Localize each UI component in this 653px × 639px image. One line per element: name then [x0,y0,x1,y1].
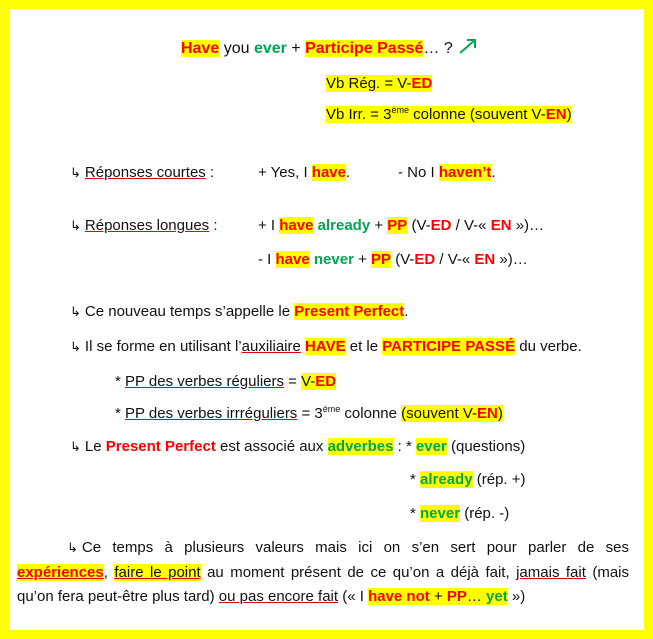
page-title: Have you ever + Participe Passé… ? [181,37,479,59]
hand-arrow-icon: ↳ [70,340,81,355]
long-answers-row: ↳ Réponses longues : [70,217,218,234]
closing-paragraph: ↳ Ce temps à plusieurs valeurs mais ici on s’en sert pour parler de ses expériences, faire le point au moment présent de ce qu’on a déjà fait, jamais fait (mais qu’on fera peut-être plus tard) ou pas encore fait (« I have not + PP… yet ») [17,539,630,605]
rule-irregular: Vb Irr. = 3ème colonne (souvent V-EN) [326,105,572,123]
up-right-arrow-icon [457,37,479,55]
title-have: Have [181,40,220,57]
bullet-regular: * PP des verbes réguliers = V-ED [115,373,337,390]
short-answer-no: - No I haven’t. [398,164,496,181]
rule-regular: Vb Rég. = V-ED [326,75,433,92]
adverbs-line: ↳ Le Present Perfect est associé aux adverbes : * ever (questions) [70,438,526,455]
formation-line: ↳ Il se forme en utilisant l’auxiliaire HAVE et le PARTICIPE PASSÉ du verbe. [70,338,582,355]
hand-arrow-icon: ↳ [70,305,81,320]
long-answer-never: - I have never + PP (V-ED / V-« EN »)… [258,251,528,268]
bullet-irregular: * PP des verbes irrréguliers = 3ème colonne (souvent V-EN) [115,404,503,422]
long-answer-already: + I have already + PP (V-ED / V-« EN »)… [258,217,545,234]
adverb-never: * never (rép. -) [410,505,510,522]
hand-arrow-icon: ↳ [67,541,78,556]
present-perfect-line: ↳ Ce nouveau temps s’appelle le Present Perfect. [70,303,409,320]
hand-arrow-icon: ↳ [70,166,81,181]
short-answer-yes: + Yes, I have. [258,164,351,181]
short-answers-row: ↳ Réponses courtes : [70,164,215,181]
hand-arrow-icon: ↳ [70,219,81,234]
adverb-already: * already (rép. +) [410,471,526,488]
hand-arrow-icon: ↳ [70,440,81,455]
